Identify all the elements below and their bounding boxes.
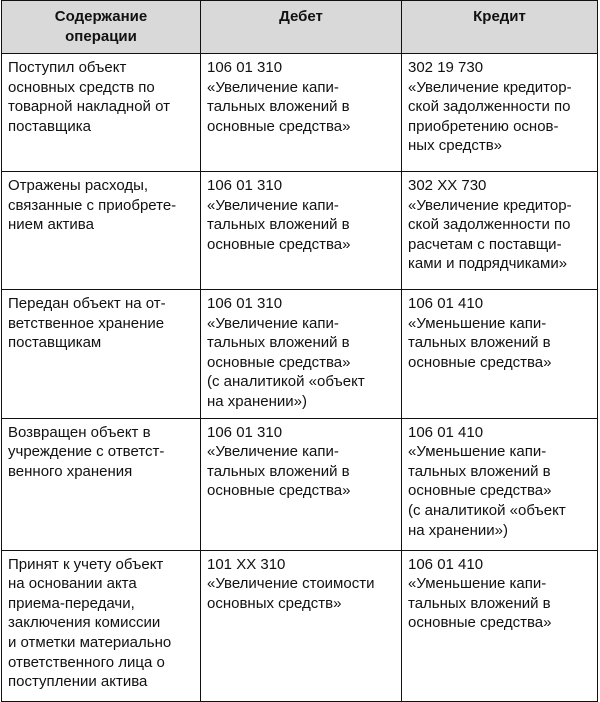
credit-cell bbox=[402, 290, 598, 419]
header-debit-line: Дебет bbox=[279, 8, 323, 25]
operation-cell bbox=[2, 290, 201, 419]
cell-line: основные средства» bbox=[408, 353, 552, 371]
cell-line: ками и подрядчиками» bbox=[408, 255, 568, 273]
cell-line: нием актива bbox=[8, 216, 94, 234]
cell-line: на основании акта bbox=[8, 575, 137, 593]
header-credit-line: Кредит bbox=[473, 8, 526, 25]
cell-line: основные средства» bbox=[207, 482, 351, 500]
operation-cell bbox=[2, 418, 201, 550]
cell-line: поступлении актива bbox=[8, 673, 148, 691]
debit-cell bbox=[201, 550, 402, 701]
credit-cell bbox=[402, 550, 598, 701]
cell-line: ных средств» bbox=[408, 137, 503, 155]
cell-line: тальных вложений в bbox=[408, 462, 551, 480]
cell-line: на хранении») bbox=[207, 392, 307, 410]
cell-line: ской задолженности по bbox=[408, 98, 571, 116]
cell-line: 106 01 310 bbox=[207, 423, 283, 441]
operation-cell bbox=[2, 54, 201, 172]
cell-line: основные средства» bbox=[207, 117, 351, 135]
table-row bbox=[2, 550, 598, 701]
cell-line: тальных вложений в bbox=[408, 334, 551, 352]
cell-line: 302 ХХ 730 bbox=[408, 177, 487, 194]
table-row bbox=[2, 172, 598, 290]
table-row bbox=[2, 54, 598, 172]
credit-cell bbox=[402, 418, 598, 550]
cell-line: тальных вложений в bbox=[207, 462, 350, 480]
table-body bbox=[2, 54, 598, 702]
cell-line: на хранении») bbox=[408, 521, 508, 539]
cell-line: тальных вложений в bbox=[207, 216, 350, 234]
debit-cell bbox=[201, 172, 402, 290]
cell-line: основные средства» bbox=[408, 482, 552, 500]
cell-line: 106 01 310 bbox=[207, 295, 283, 312]
credit-cell bbox=[402, 54, 598, 172]
cell-line: основных средств по bbox=[8, 78, 155, 96]
cell-line: (с аналитикой «объект bbox=[408, 501, 566, 519]
cell-line: «Увеличение капи- bbox=[207, 78, 339, 96]
operation-cell bbox=[2, 172, 201, 290]
cell-line: 106 01 410 bbox=[408, 295, 484, 312]
cell-line: 106 01 310 bbox=[207, 59, 283, 76]
header-row bbox=[2, 1, 598, 54]
cell-line: заключения комиссии bbox=[8, 614, 161, 632]
cell-line: ской задолженности по bbox=[408, 216, 571, 234]
cell-line: Принят к учету объект bbox=[8, 555, 164, 573]
cell-line: поставщикам bbox=[8, 334, 102, 352]
cell-line: ответственного лица о bbox=[8, 653, 165, 671]
credit-cell bbox=[402, 172, 598, 290]
cell-line: «Увеличение капи- bbox=[207, 314, 339, 332]
cell-line: тальных вложений в bbox=[207, 98, 350, 116]
header-credit bbox=[402, 1, 598, 54]
cell-line: венного хранения bbox=[8, 462, 133, 480]
cell-line: поставщика bbox=[8, 117, 91, 135]
cell-line: учреждение с ответст- bbox=[8, 443, 165, 461]
cell-line: приобретению основ- bbox=[408, 117, 559, 135]
cell-line: связанные с приобрете- bbox=[8, 196, 177, 214]
cell-line: приема-передачи, bbox=[8, 594, 135, 612]
cell-line: тальных вложений в bbox=[207, 334, 350, 352]
cell-line: и отметки материально bbox=[8, 633, 172, 651]
cell-line: «Увеличение стоимости bbox=[207, 575, 375, 593]
header-operation-line: Содержание bbox=[54, 8, 148, 25]
cell-line: Возвращен объект в bbox=[8, 423, 151, 441]
cell-line: Поступил объект bbox=[8, 59, 127, 76]
cell-line: (с аналитикой «объект bbox=[207, 373, 365, 391]
cell-line: Отражены расходы, bbox=[8, 177, 149, 194]
cell-line: товарной накладной от bbox=[8, 98, 170, 116]
cell-line: ветственное хранение bbox=[8, 314, 165, 332]
cell-line: «Увеличение кредитор- bbox=[408, 196, 572, 214]
cell-line: 302 19 730 bbox=[408, 59, 484, 76]
cell-line: основные средства» bbox=[207, 353, 351, 371]
cell-line: «Уменьшение капи- bbox=[408, 443, 547, 461]
header-debit bbox=[201, 1, 402, 54]
cell-line: основные средства» bbox=[408, 614, 552, 632]
accounting-entries-table bbox=[1, 0, 598, 702]
cell-line: основных средств» bbox=[207, 594, 342, 612]
cell-line: основные средства» bbox=[207, 235, 351, 253]
cell-line: «Увеличение капи- bbox=[207, 196, 339, 214]
table-row bbox=[2, 290, 598, 419]
header-operation bbox=[2, 1, 201, 54]
cell-line: 106 01 410 bbox=[408, 423, 484, 441]
header-operation-line: операции bbox=[65, 27, 137, 45]
cell-line: расчетам с поставщи- bbox=[408, 235, 562, 253]
cell-line: 106 01 310 bbox=[207, 177, 283, 194]
cell-line: «Уменьшение капи- bbox=[408, 575, 547, 593]
cell-line: Передан объект на от- bbox=[8, 295, 166, 312]
operation-cell bbox=[2, 550, 201, 701]
cell-line: «Уменьшение капи- bbox=[408, 314, 547, 332]
table-row bbox=[2, 418, 598, 550]
debit-cell bbox=[201, 290, 402, 419]
debit-cell bbox=[201, 418, 402, 550]
cell-line: 106 01 410 bbox=[408, 555, 484, 573]
cell-line: тальных вложений в bbox=[408, 594, 551, 612]
cell-line: «Увеличение капи- bbox=[207, 443, 339, 461]
table-header bbox=[2, 1, 598, 54]
cell-line: 101 ХХ 310 bbox=[207, 555, 286, 573]
debit-cell bbox=[201, 54, 402, 172]
cell-line: «Увеличение кредитор- bbox=[408, 78, 572, 96]
